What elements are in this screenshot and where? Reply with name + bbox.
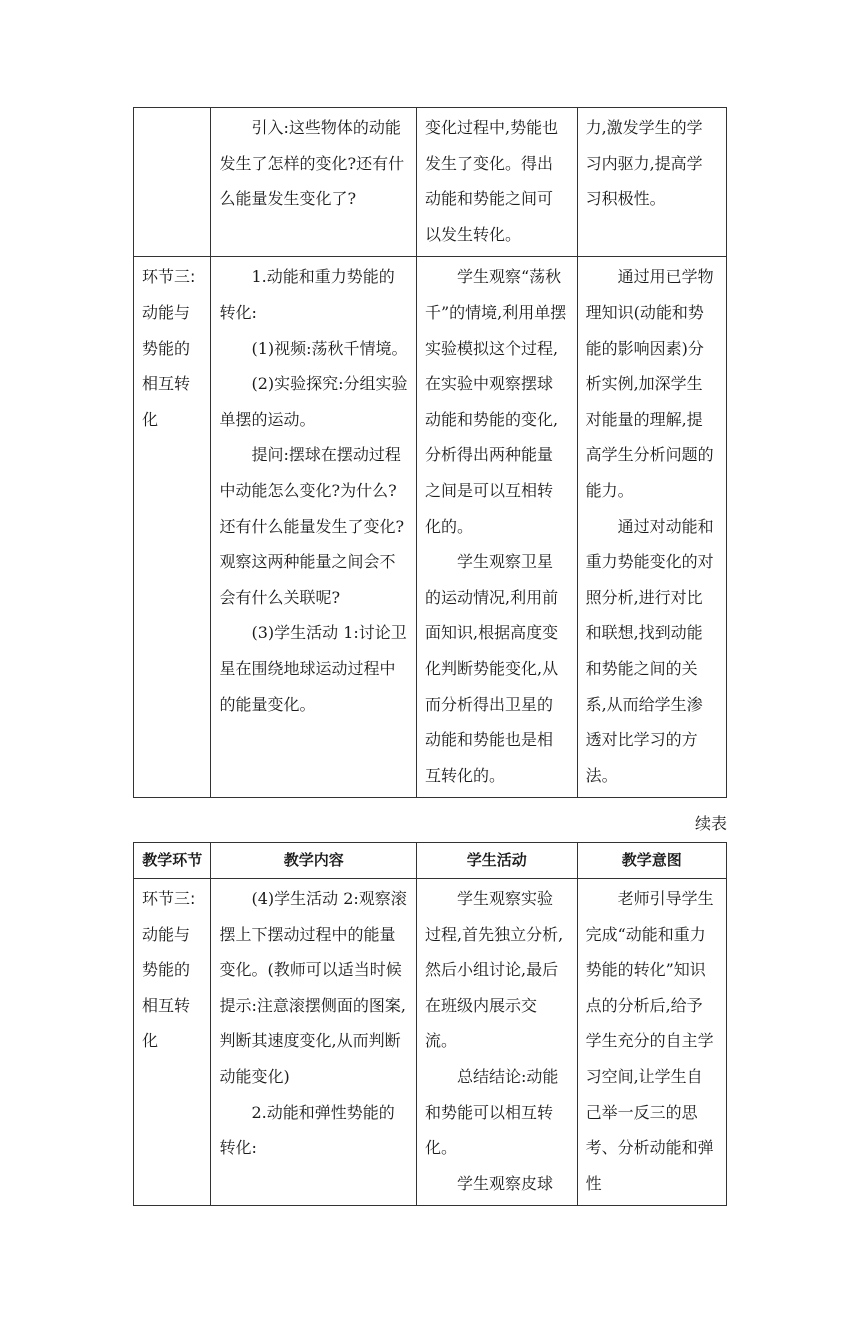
section-cell-empty xyxy=(134,108,211,257)
content-paragraph: 2.动能和弹性势能的转化: xyxy=(219,1102,395,1158)
header-teaching-content: 教学内容 xyxy=(211,843,417,879)
header-teaching-stage: 教学环节 xyxy=(134,843,211,879)
section-cell: 环节三:动能与势能的相互转化 xyxy=(134,879,211,1206)
continued-table-label: 续表 xyxy=(694,814,727,833)
section-cell: 环节三:动能与势能的相互转化 xyxy=(134,257,211,798)
activity-paragraph: 变化过程中,势能也发生了变化。得出动能和势能之间可以发生转化。 xyxy=(425,118,559,244)
activity-paragraph: 学生观察皮球 xyxy=(457,1173,554,1193)
activity-paragraph: 学生观察实验过程,首先独立分析,然后小组讨论,最后在班级内展示交流。 xyxy=(425,889,564,1051)
content-cell xyxy=(211,879,417,1206)
table-row xyxy=(134,108,727,257)
activity-cell xyxy=(417,108,578,257)
intent-paragraph: 通过对动能和重力势能变化的对照分析,进行对比和联想,找到动能和势能之间的关系,从而给学生渗透对比学习的方法。 xyxy=(585,516,714,785)
content-paragraph: (3)学生活动 1:讨论卫星在围绕地球运动过程中的能量变化。 xyxy=(219,623,407,714)
intent-paragraph: 力,激发学生的学习内驱力,提高学习积极性。 xyxy=(585,118,703,209)
content-paragraph: (4)学生活动 2:观察滚摆上下摆动过程中的能量变化。(教师可以适当时候提示:注意滚摆侧面的图案,判断其速度变化,从而判断动能变化) xyxy=(219,889,407,1086)
intent-paragraph: 通过用已学物理知识(动能和势能的影响因素)分析实例,加深学生对能量的理解,提高学生分析问题的能力。 xyxy=(585,267,714,500)
activity-paragraph: 总结结论:动能和势能可以相互转化。 xyxy=(425,1066,559,1158)
activity-paragraph: 学生观察卫星的运动情况,利用前面知识,根据高度变化判断势能变化,从而分析得出卫星的动能和势能也是相互转化的。 xyxy=(425,552,559,785)
table-row xyxy=(134,879,727,1206)
header-student-activity: 学生活动 xyxy=(417,843,578,879)
content-cell xyxy=(211,108,417,257)
intent-paragraph: 老师引导学生完成“动能和重力势能的转化”知识点的分析后,给予学生充分的自主学习空间,让学生自己举一反三的思考、分析动能和弹性 xyxy=(585,889,714,1193)
header-teaching-intent: 教学意图 xyxy=(577,843,726,879)
intent-cell xyxy=(577,108,726,257)
content-paragraph: (1)视频:荡秋千情境。 xyxy=(251,338,408,358)
content-paragraph: 引入:这些物体的动能发生了怎样的变化?还有什么能量发生变化了? xyxy=(219,118,405,209)
activity-paragraph: 学生观察“荡秋千”的情境,利用单摆实验模拟这个过程,在实验中观察摆球动能和势能的变化,分析得出两种能量之间是可以互相转化的。 xyxy=(425,267,567,536)
table-row xyxy=(134,257,727,798)
table-header-row xyxy=(134,843,727,879)
lesson-table-part2 xyxy=(133,842,727,1206)
content-paragraph: 1.动能和重力势能的转化: xyxy=(219,267,395,322)
intent-cell xyxy=(577,879,726,1206)
activity-cell xyxy=(417,879,578,1206)
content-paragraph: (2)实验探究:分组实验单摆的运动。 xyxy=(219,374,408,429)
lesson-table-part1 xyxy=(133,107,727,798)
content-cell xyxy=(211,257,417,798)
intent-cell xyxy=(577,257,726,798)
content-paragraph: 提问:摆球在摆动过程中动能怎么变化?为什么?还有什么能量发生了变化?观察这两种能量之间会不会有什么关联呢? xyxy=(219,445,405,607)
activity-cell xyxy=(417,257,578,798)
